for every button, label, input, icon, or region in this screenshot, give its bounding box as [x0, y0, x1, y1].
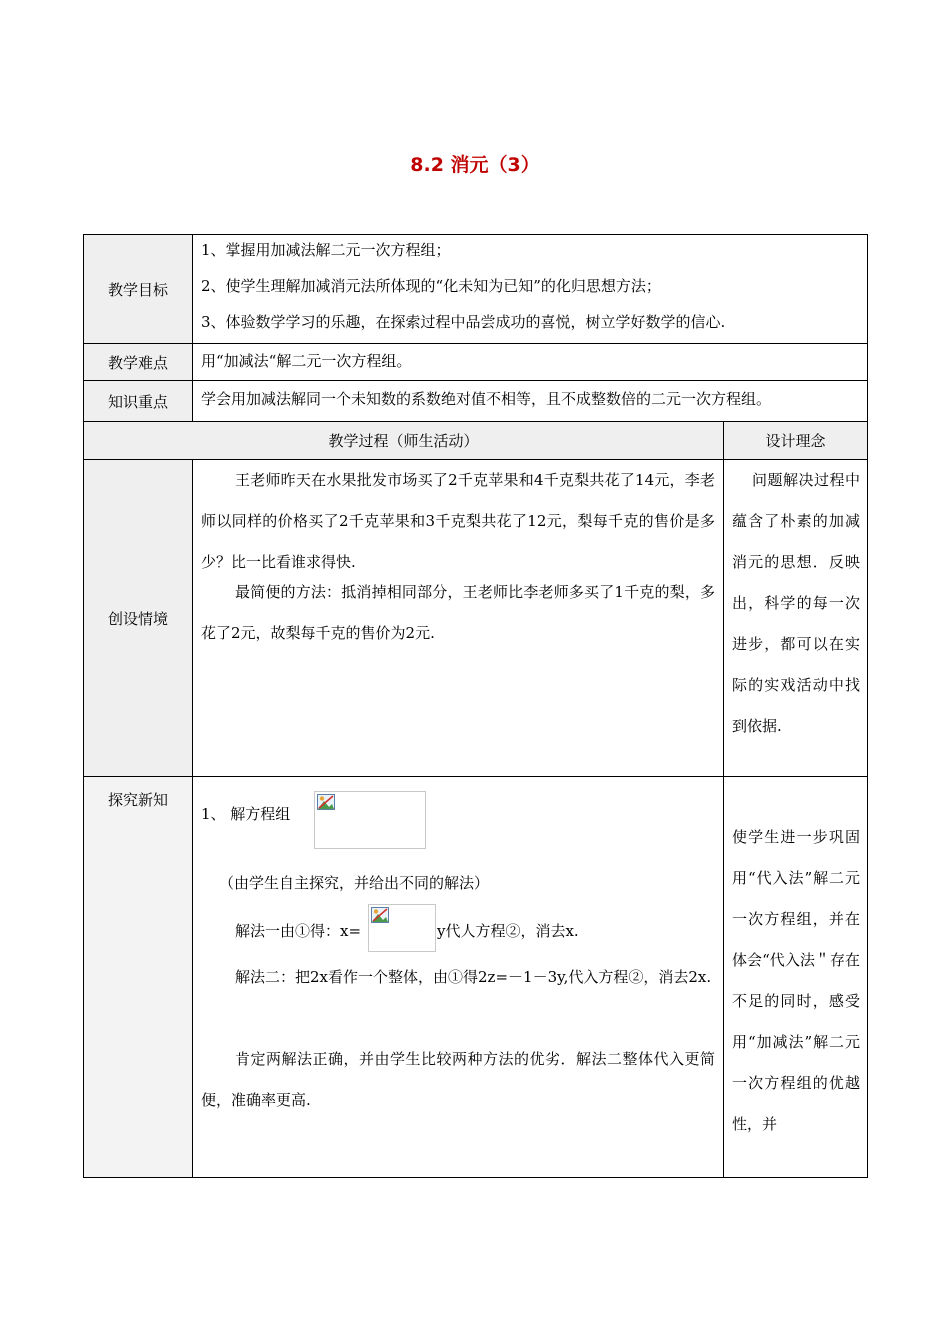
label-scenario [83, 459, 193, 777]
difficulty-cell [192, 343, 868, 381]
difficulty-text: 用“加减法“解二元一次方程组。 [201, 352, 412, 370]
label-difficulty [83, 343, 193, 381]
objective-item-3: 3、体验数学学习的乐趣，在探索过程中品尝成功的喜悦，树立学好数学的信心. [201, 313, 726, 331]
header-concept-text: 设计理念 [765, 432, 826, 450]
label-objectives [83, 234, 193, 344]
method-1-suffix: y代人方程②，消去x. [437, 922, 579, 940]
key-points-cell [192, 380, 868, 422]
method-2-text: 解法二：把2x看作一个整体，由①得2z=－1－3y,代入方程②，消去2x. [235, 968, 712, 986]
scenario-paragraph-1: 王老师昨天在水果批发市场买了2千克苹果和4千克梨共花了14元，李老师以同样的价格买了2千克苹果和3千克梨共花了12元，梨每千克的售价是多少？比一比看谁求得快. [201, 471, 715, 571]
explore-note: （由学生自主探究，并给出不同的解法） [219, 874, 490, 892]
label-difficulty-text: 教学难点 [107, 353, 168, 372]
explore-summary: 肯定两解法正确，并由学生比较两种方法的优劣．解法二整体代入更简便，准确率更高. [201, 1050, 715, 1109]
label-scenario-text: 创设情境 [107, 609, 168, 628]
label-explore-text: 探究新知 [107, 791, 168, 809]
scenario-concept-text: 问题解决过程中蕴含了朴素的加减消元的思想．反映出，科学的每一次进步，都可以在实际的实戏活动中找到依据. [732, 471, 860, 735]
equation-system-image [314, 791, 426, 849]
label-objectives-text: 教学目标 [107, 280, 168, 299]
key-points-text: 学会用加减法解同一个未知数的系数绝对值不相等，且不成整数倍的二元一次方程组。 [201, 390, 772, 408]
scenario-paragraph-2: 最简便的方法：抵消掉相同部分，王老师比李老师多买了1千克的梨，多花了2元，故梨每千克的售价为2元. [201, 583, 715, 642]
objective-item-2: 2、使学生理解加减消元法所体现的“化未知为已知”的化归思想方法； [201, 277, 661, 295]
broken-image-icon [371, 907, 389, 923]
label-key-points [83, 380, 193, 422]
scenario-cell [192, 459, 724, 777]
label-explore [83, 776, 193, 1178]
explore-concept-text: 使学生进一步巩固用“代入法”解二元一次方程组，并在体会“代入法＂存在不足的同时，感受用“加减法”解二元一次方程组的优越性，并 [732, 828, 860, 1133]
method-1-prefix: 解法一由①得：x= [235, 922, 362, 940]
header-concept [723, 421, 868, 460]
objectives-cell [192, 234, 868, 344]
scenario-concept-cell [723, 459, 868, 777]
explore-concept-cell [723, 776, 868, 1178]
document-title: 8.2 消元（3） [410, 154, 540, 176]
explore-question-1: 1、 解方程组 [201, 805, 291, 823]
header-process [83, 421, 724, 460]
label-key-points-text: 知识重点 [107, 392, 168, 411]
explore-cell [192, 776, 724, 1178]
fraction-image [368, 904, 436, 952]
broken-image-icon [317, 794, 335, 810]
objective-item-1: 1、掌握用加减法解二元一次方程组； [201, 241, 451, 259]
header-process-text: 教学过程（师生活动） [328, 432, 479, 450]
